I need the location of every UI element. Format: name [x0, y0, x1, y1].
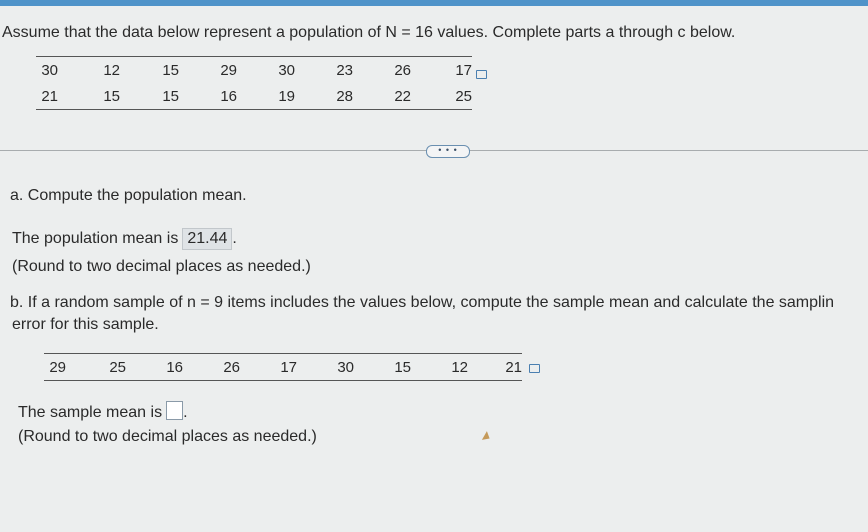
period: . — [232, 230, 237, 247]
copy-data-icon[interactable] — [476, 70, 487, 79]
table-cell: 22 — [394, 87, 411, 105]
copy-sample-icon[interactable] — [529, 364, 540, 373]
n-variable: N — [385, 24, 397, 41]
intro-text-suffix: values. Complete parts a through c below. — [432, 24, 736, 41]
table-cell: 12 — [103, 61, 120, 79]
table-cell: 17 — [455, 61, 472, 79]
table-cell: 21 — [505, 358, 522, 376]
population-mean-answer[interactable]: 21.44 — [182, 228, 232, 250]
table-cell: 21 — [41, 87, 58, 105]
top-accent-bar — [0, 0, 868, 6]
population-mean-line — [12, 228, 237, 250]
sample-mean-input[interactable] — [166, 401, 183, 420]
table-cell: 29 — [49, 358, 66, 376]
part-b-heading-line2: error for this sample. — [12, 316, 159, 333]
sample-mean-label: The sample mean is — [18, 404, 163, 421]
table-cell: 25 — [455, 87, 472, 105]
table-cell: 26 — [223, 358, 240, 376]
table-cell: 28 — [336, 87, 353, 105]
part-b-heading — [10, 294, 834, 312]
equals-sign: = — [396, 24, 416, 41]
intro-text-prefix: Assume that the data below represent a population of — [2, 24, 386, 41]
sample-n-variable: n — [186, 294, 196, 311]
population-data-table — [36, 56, 472, 110]
table-cell: 12 — [451, 358, 468, 376]
table-cell: 30 — [41, 61, 58, 79]
table-cell: 15 — [394, 358, 411, 376]
problem-statement — [2, 24, 735, 42]
table-row — [44, 354, 522, 381]
table-cell: 16 — [166, 358, 183, 376]
table-row — [36, 57, 472, 84]
table-cell: 19 — [278, 87, 295, 105]
table-row — [36, 83, 472, 110]
table-cell: 16 — [220, 87, 237, 105]
part-a-heading: a. Compute the population mean. — [10, 187, 247, 204]
part-b-prefix: b. If a random sample of — [10, 294, 187, 311]
sample-data-table — [44, 353, 522, 381]
table-cell: 15 — [162, 61, 179, 79]
table-cell: 30 — [278, 61, 295, 79]
table-cell: 26 — [394, 61, 411, 79]
expand-more-button[interactable]: • • • — [426, 145, 470, 158]
table-cell: 25 — [109, 358, 126, 376]
rounding-note-a: (Round to two decimal places as needed.) — [12, 258, 311, 275]
table-cell: 15 — [103, 87, 120, 105]
part-b-suffix: items includes the values below, compute the sample mean and calculate the samplin — [223, 294, 835, 311]
mouse-cursor-icon — [482, 431, 492, 443]
rounding-note-b: (Round to two decimal places as needed.) — [18, 428, 317, 445]
table-cell: 29 — [220, 61, 237, 79]
period: . — [183, 404, 188, 421]
n-value: 16 — [415, 24, 433, 41]
equals-sign: = — [195, 294, 215, 311]
table-cell: 23 — [336, 61, 353, 79]
table-cell: 30 — [337, 358, 354, 376]
sample-mean-line — [18, 401, 188, 422]
table-cell: 15 — [162, 87, 179, 105]
sample-n-value: 9 — [214, 294, 224, 311]
table-cell: 17 — [280, 358, 297, 376]
population-mean-label: The population mean is — [12, 230, 179, 247]
